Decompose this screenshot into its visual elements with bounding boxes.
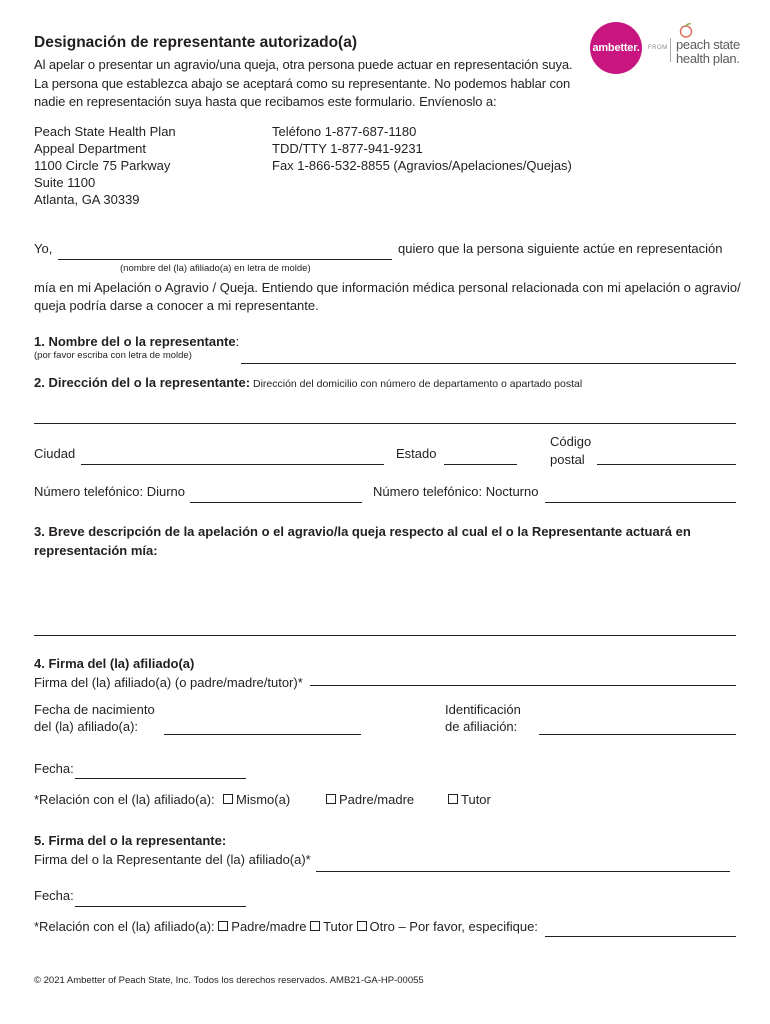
section3-line2: representación mía: (34, 543, 158, 558)
statement-yo: Yo, (34, 241, 53, 256)
zip-field[interactable] (597, 464, 736, 465)
section2-label: 2. Dirección del o la representante: (34, 375, 251, 390)
member-signature-field[interactable] (310, 685, 736, 686)
checkbox-rep-otro[interactable] (357, 919, 538, 934)
page-title: Designación de representante autorizado(a) (34, 34, 357, 51)
section3-line1: 3. Breve descripción de la apelación o el agravio/la queja respecto al cual el o la Representante actuará en (34, 524, 691, 539)
checkbox-mismo[interactable] (223, 792, 290, 807)
zip-label-line2: postal (550, 452, 585, 467)
address-line: 1100 Circle 75 Parkway (34, 158, 171, 173)
member-id-field[interactable] (539, 734, 736, 735)
section1-label: 1. Nombre del o la representante (34, 334, 236, 349)
member-date-field[interactable] (75, 778, 246, 779)
logo-peach-line1: peach state (676, 37, 740, 52)
checkbox-rep-tutor[interactable] (310, 919, 353, 934)
member-date-label: Fecha: (34, 761, 74, 776)
phone-line: Fax 1-866-532-8855 (Agravios/Apelaciones/Quejas) (272, 158, 572, 173)
mailing-address (34, 123, 176, 208)
city-label: Ciudad (34, 446, 76, 461)
phone-day-field[interactable] (190, 502, 362, 503)
rep-date-label: Fecha: (34, 888, 74, 903)
checkbox-tutor-label: Tutor (461, 792, 491, 807)
checkbox-tutor[interactable] (448, 792, 491, 807)
dob-label-line2: del (la) afiliado(a): (34, 719, 139, 734)
rep-signature-label: Firma del o la Representante del (la) afiliado(a)* (34, 852, 311, 867)
checkbox-icon (357, 921, 367, 931)
logo-from-text: FROM (648, 45, 668, 51)
checkbox-mismo-label: Mismo(a) (236, 792, 291, 807)
checkbox-icon (448, 794, 458, 804)
phone-line: TDD/TTY 1-877-941-9231 (272, 141, 423, 156)
dob-field[interactable] (164, 734, 361, 735)
address-line: Appeal Department (34, 141, 147, 156)
statement-after: quiero que la persona siguiente actúe en representación (398, 241, 723, 256)
member-name-field[interactable] (58, 259, 392, 260)
peach-icon (678, 22, 694, 38)
phone-night-field[interactable] (545, 502, 736, 503)
rep-relation-other-field[interactable] (545, 936, 736, 937)
address-line: Atlanta, GA 30339 (34, 192, 140, 207)
section5-label: 5. Firma del o la representante: (34, 833, 227, 848)
statement-line3: queja podría darse a conocer a mi representante. (34, 298, 319, 313)
checkbox-rep-otro-label: Otro – Por favor, especifique: (369, 919, 538, 934)
checkbox-icon (218, 921, 228, 931)
ambetter-logo: ambetter. (590, 22, 642, 74)
contact-phones (272, 123, 572, 174)
checkbox-icon (310, 921, 320, 931)
rep-signature-field[interactable] (316, 871, 730, 872)
phone-line: Teléfono 1-877-687-1180 (272, 124, 417, 139)
city-field[interactable] (81, 464, 384, 465)
representative-name-field[interactable] (241, 363, 736, 364)
logo-peach-line2: health plan. (676, 51, 740, 66)
intro-text: Al apelar o presentar un agravio/una queja, otra persona puede actuar en representación suya. La persona que establezca abajo se aceptará como su representante. No podemos hablar con nadie en representación suya hasta que recibamos este formulario. Envíenoslo a: (34, 57, 573, 109)
member-signature-label: Firma del (la) afiliado(a) (o padre/madre/tutor)* (34, 675, 303, 690)
section4-label: 4. Firma del (la) afiliado(a) (34, 656, 195, 671)
checkbox-padre-madre-label: Padre/madre (339, 792, 415, 807)
checkbox-icon (326, 794, 336, 804)
member-id-label-line1: Identificación (445, 702, 521, 717)
section1-hint: (por favor escriba con letra de molde) (34, 350, 192, 361)
checkbox-icon (223, 794, 233, 804)
dob-label-line1: Fecha de nacimiento (34, 702, 155, 717)
rep-relation-label: *Relación con el (la) afiliado(a): (34, 919, 215, 934)
peach-state-logo (676, 38, 740, 66)
description-field[interactable] (34, 635, 736, 636)
section1-heading (34, 334, 239, 349)
member-id-label-line2: de afiliación: (445, 719, 518, 734)
statement-line2: mía en mi Apelación o Agravio / Queja. Entiendo que información médica personal relacionada con mi apelación o agravio/ (34, 280, 741, 295)
footer-copyright: © 2021 Ambetter of Peach State, Inc. Todos los derechos reservados. AMB21-GA-HP-00055 (34, 975, 424, 986)
member-relation-label: *Relación con el (la) afiliado(a): (34, 792, 215, 807)
member-name-hint: (nombre del (la) afiliado(a) en letra de molde) (120, 263, 311, 274)
checkbox-rep-padre-madre-label: Padre/madre (231, 919, 307, 934)
rep-date-field[interactable] (75, 906, 246, 907)
state-label: Estado (396, 446, 437, 461)
logo-divider (670, 38, 671, 62)
address-line: Peach State Health Plan (34, 124, 176, 139)
address-line: Suite 1100 (34, 175, 96, 190)
rep-relation-row (34, 919, 538, 934)
checkbox-rep-padre-madre[interactable] (218, 919, 306, 934)
section2-hint: Dirección del domicilio con número de departamento o apartado postal (253, 378, 583, 390)
street-address-field[interactable] (34, 423, 736, 424)
zip-label-line1: Código (550, 434, 592, 449)
phone-day-label: Número telefónico: Diurno (34, 484, 186, 499)
state-field[interactable] (444, 464, 517, 465)
section1-colon: : (235, 334, 240, 349)
checkbox-rep-tutor-label: Tutor (323, 919, 353, 934)
phone-night-label: Número telefónico: Nocturno (373, 484, 539, 499)
checkbox-padre-madre[interactable] (326, 792, 414, 807)
